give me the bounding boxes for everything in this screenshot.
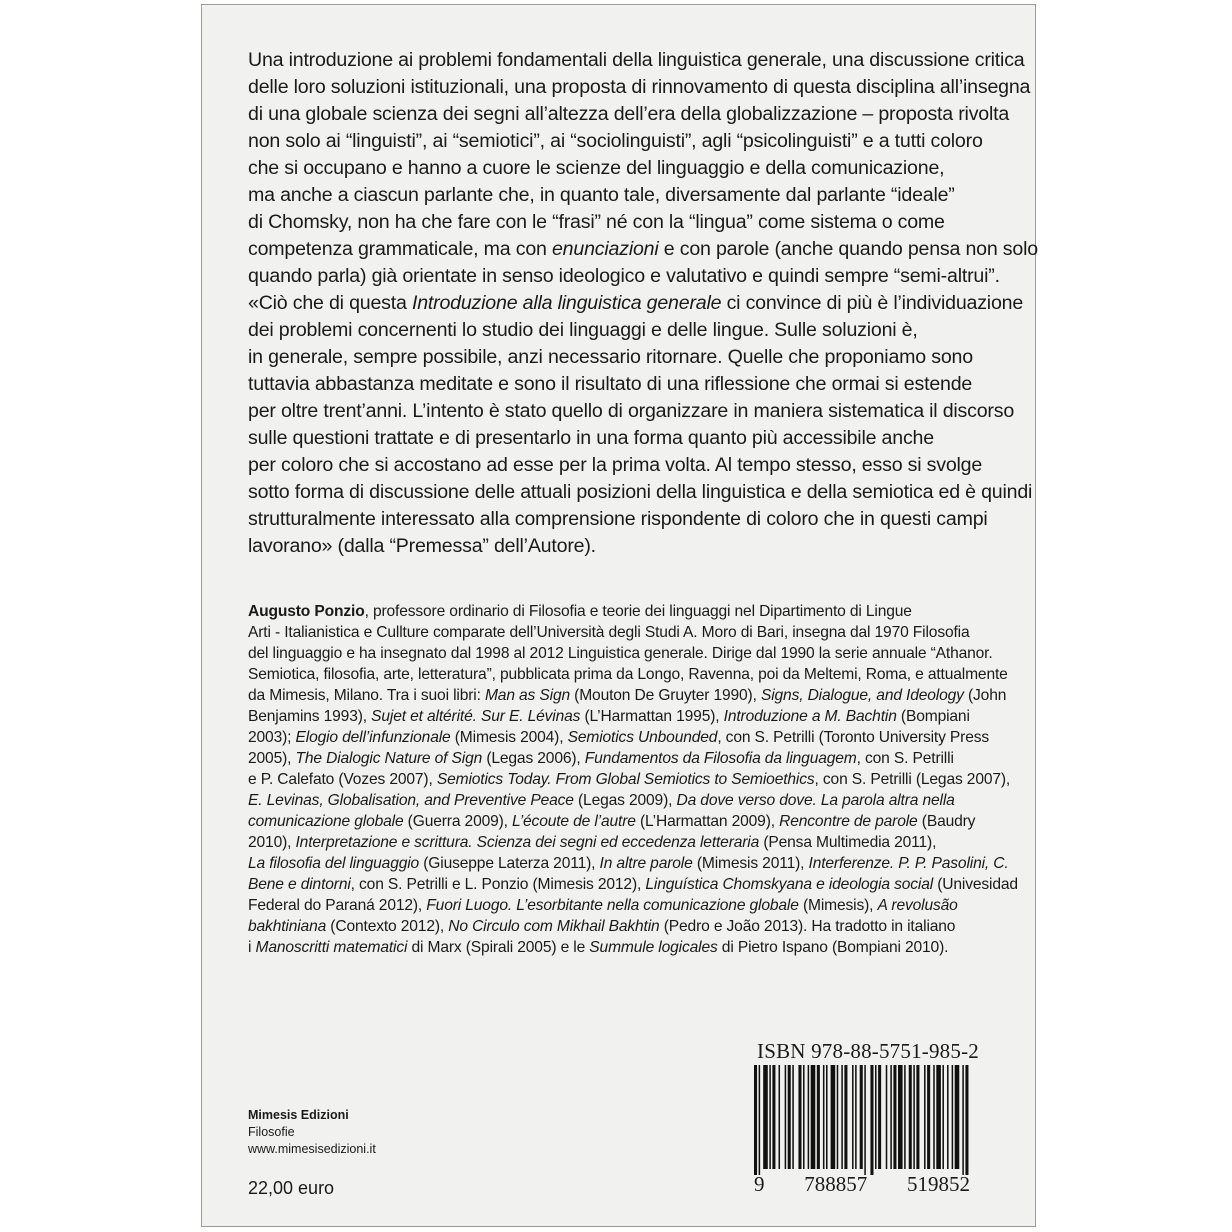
barcode-bar	[792, 1065, 794, 1169]
bio-line-segment: Semiotics Unbounded	[567, 729, 718, 746]
bio-line-segment: Semiotica, filosofia, arte, letteratura”, pubblicata prima da Longo, Ravenna, poi da Meltemi, Roma, e attualmente	[248, 666, 1008, 683]
bio-line	[248, 937, 1008, 958]
bio-line	[248, 832, 1008, 853]
bio-line-segment: (Mouton De Gruyter 1990),	[569, 687, 761, 704]
barcode-bar	[893, 1065, 896, 1169]
barcode-bar	[909, 1065, 912, 1169]
blurb-line-segment: per coloro che si accostano ad esse per la prima volta. Al tempo stesso, esso si svolge	[248, 454, 983, 476]
bio-line-segment: bakhtiniana	[248, 918, 327, 935]
barcode-bar	[965, 1065, 968, 1175]
blurb-line	[248, 155, 990, 182]
bio-line-segment: (Legas 2009),	[573, 792, 677, 809]
bio-line-segment: Da dove verso dove. La parola altra nella	[676, 792, 955, 809]
bio-line-segment: di Pietro Ispano (Bompiani 2010).	[717, 939, 949, 956]
blurb-line	[248, 263, 1000, 290]
barcode-bar	[837, 1065, 839, 1169]
bio-line-segment: Signs, Dialogue, and Ideology	[760, 687, 964, 704]
isbn-label: ISBN 978-88-5751-985-2	[757, 1039, 979, 1063]
blurb-line	[248, 425, 990, 452]
blurb-line-segment: lavorano» (dalla “Premessa” dell’Autore).	[248, 535, 596, 557]
barcode-bar	[763, 1065, 768, 1169]
bio-line-segment: The Dialogic Nature of Sign	[295, 750, 483, 767]
barcode-bar	[831, 1065, 836, 1169]
price-label: 22,00 euro	[248, 1178, 335, 1198]
barcode-bar	[841, 1065, 843, 1169]
barcode-bar	[811, 1065, 816, 1169]
bio-line	[248, 790, 1008, 811]
barcode-digit-right: 519852	[907, 1172, 970, 1196]
bio-line-segment: (Baudry	[917, 813, 976, 830]
blurb-line-segment: di una globale scienza dei segni all’altezza dell’era della globalizzazione – proposta rivolta	[248, 103, 1010, 125]
bio-line-segment: (L’Harmattan 1995),	[580, 708, 724, 725]
barcode-bar	[798, 1065, 801, 1169]
bio-line-segment: 2003);	[248, 729, 296, 746]
blurb-line-segment: per oltre trent’anni. L’intento è stato quello di organizzare in maniera sistematica il discorso	[248, 400, 1015, 422]
blurb-line	[248, 344, 990, 371]
blurb-line-segment: e con parole (anche quando pensa non solo	[658, 238, 1038, 260]
barcode-bar	[962, 1065, 964, 1175]
bio-line-segment: La filosofia del linguaggio	[248, 855, 420, 872]
barcode-bar	[860, 1065, 863, 1169]
blurb-line	[248, 398, 1015, 425]
bio-line-segment: Federal do Paraná 2012),	[248, 897, 427, 914]
publisher-info	[248, 1107, 376, 1158]
barcode-bar	[890, 1065, 892, 1169]
bio-line	[248, 916, 1008, 937]
blurb-line-segment: ci convince di più è l’individuazione	[721, 292, 1024, 314]
barcode-bar	[878, 1065, 881, 1169]
bio-line-segment: Man as Sign	[484, 687, 570, 704]
bio-line-segment: (Pensa Multimedia 2011),	[759, 834, 937, 851]
bio-line-segment: , con S. Petrilli (Toronto University Press	[717, 729, 990, 746]
barcode-bar	[844, 1065, 847, 1169]
blurb-line-segment: ma anche a ciascun parlante che, in quanto tale, diversamente dal parlante “ideale”	[248, 184, 955, 206]
bio-line-segment: (Legas 2006),	[482, 750, 585, 767]
blurb-text	[248, 47, 1038, 560]
bio-line-segment: Fuori Luogo. L’esorbitante nella comunicazione globale	[426, 897, 799, 914]
bio-line-segment: Augusto Ponzio	[248, 603, 365, 620]
barcode-bar	[904, 1065, 906, 1169]
barcode-bar	[942, 1065, 944, 1169]
barcode-bar	[759, 1065, 761, 1175]
barcode-bar	[823, 1065, 825, 1169]
barcode-bar	[852, 1065, 854, 1169]
barcode-bar	[769, 1065, 771, 1169]
barcode-bar	[875, 1065, 877, 1169]
bio-line-segment: (Pedro e João 2013). Ha tradotto in italiano	[659, 918, 956, 935]
bio-line-segment: Fundamentos da Filosofia da linguagem	[584, 750, 857, 767]
blurb-line-segment: Una introduzione ai problemi fondamentali della linguistica generale, una discussione critica	[248, 49, 1025, 71]
barcode-bar	[952, 1065, 954, 1169]
barcode	[754, 1065, 970, 1175]
barcode-bar	[913, 1065, 915, 1169]
barcode-bar	[855, 1065, 857, 1169]
bio-line-segment: del linguaggio e ha insegnato dal 1998 al 2012 Linguistica generale. Dirige dal 1990 la serie annuale “Athanor.	[248, 645, 993, 662]
blurb-line-segment: dei problemi concernenti lo studio dei linguaggi e delle lingue. Sulle soluzioni è,	[248, 319, 918, 341]
barcode-bar	[779, 1065, 781, 1169]
barcode-bar	[955, 1065, 960, 1169]
barcode-bar	[947, 1065, 949, 1169]
bio-line-segment: (Contexto 2012),	[326, 918, 449, 935]
bio-line	[248, 601, 1008, 622]
publisher-website: www.mimesisedizioni.it	[248, 1142, 376, 1156]
barcode-bar	[886, 1065, 888, 1169]
bio-line-segment: Introduzione a M. Bachtin	[723, 708, 897, 725]
barcode-bar	[898, 1065, 903, 1169]
bio-line-segment: No Circulo com Mikhail Bakhtin	[448, 918, 660, 935]
bio-line-segment: Arti - Italianistica e Cullture comparate dell’Università degli Studi A. Moro di Bari, insegna dal 1970 Filosofia	[248, 624, 970, 641]
blurb-line	[248, 317, 990, 344]
bio-line	[248, 748, 1008, 769]
barcode-bar	[788, 1065, 791, 1169]
blurb-line	[248, 479, 1033, 506]
blurb-line	[248, 74, 1031, 101]
bio-line-segment: (Bompiani	[896, 708, 970, 725]
bio-line	[248, 643, 1008, 664]
bio-line-segment: (Mimesis 2011),	[692, 855, 809, 872]
barcode-digit-prefix: 9	[754, 1172, 765, 1196]
bio-line-segment: (John	[963, 687, 1007, 704]
blurb-line	[248, 290, 1024, 317]
blurb-line	[248, 128, 990, 155]
blurb-line-segment: sulle questioni trattate e di presentarlo in una forma quanto più accessibile anche	[248, 427, 934, 449]
barcode-bar	[924, 1065, 926, 1169]
bio-line	[248, 706, 1008, 727]
bio-line-segment: Bene e dintorni	[248, 876, 351, 893]
barcode-bar	[754, 1065, 757, 1175]
barcode-digit-left: 788857	[804, 1172, 868, 1196]
bio-line	[248, 727, 1008, 748]
barcode-bar	[772, 1065, 775, 1169]
blurb-line-segment: enunciazioni	[551, 238, 659, 260]
barcode-bar	[808, 1065, 810, 1169]
bio-line-segment: i	[248, 939, 256, 956]
bio-line-segment: A revolusão	[877, 897, 958, 914]
blurb-line	[248, 209, 990, 236]
bio-line-segment: Linguística Chomskyana e ideologia social	[645, 876, 934, 893]
blurb-line-segment: sotto forma di discussione delle attuali posizioni della linguistica e della semiotica ed è quindi	[248, 481, 1033, 503]
barcode-bar	[936, 1065, 941, 1169]
blurb-line-segment: di Chomsky, non ha che fare con le “frasi” né con la “lingua” come sistema o come	[248, 211, 945, 233]
bio-line	[248, 874, 1018, 895]
bio-line-segment: Manoscritti matematici	[255, 939, 408, 956]
barcode-bar	[826, 1065, 828, 1169]
blurb-line	[248, 371, 990, 398]
blurb-line	[248, 236, 1038, 263]
bio-line	[248, 853, 1008, 874]
bio-line-segment: 2005),	[248, 750, 296, 767]
bio-line-segment: e P. Calefato (Vozes 2007),	[248, 771, 437, 788]
bio-line-segment: L’écoute de l’autre	[512, 813, 636, 830]
barcode-bar	[916, 1065, 919, 1169]
bio-line	[248, 622, 1008, 643]
bio-line-segment: comunicazione globale	[248, 813, 404, 830]
blurb-line-segment: strutturalmente interessato alla comprensione rispondente di coloro che in questi campi	[248, 508, 988, 530]
bio-line-segment: E. Levinas, Globalisation, and Preventive Peace	[248, 792, 574, 809]
bio-line-segment: , professore ordinario di Filosofia e teorie dei linguaggi nel Dipartimento di Lingue	[364, 603, 912, 620]
blurb-line-segment: competenza grammaticale, ma con	[248, 238, 552, 260]
blurb-line	[248, 506, 990, 533]
bio-line-segment: Summule logicales	[589, 939, 718, 956]
bio-line	[248, 811, 1008, 832]
blurb-line	[248, 182, 990, 209]
bio-line-segment: (Univesidad	[933, 876, 1018, 893]
bio-line-segment: Interferenze. P. P. Pasolini, C.	[808, 855, 1009, 872]
blurb-line-segment: tuttavia abbastanza meditate e sono il risultato di una riflessione che ormai si estende	[248, 373, 973, 395]
blurb-line-segment: che si occupano e hanno a cuore le scienze del linguaggio e della comunicazione,	[248, 157, 945, 179]
bio-line-segment: (Guerra 2009),	[403, 813, 513, 830]
bio-line-segment: Elogio dell’infunzionale	[295, 729, 451, 746]
barcode-bar	[864, 1065, 866, 1175]
bio-line	[248, 685, 1008, 706]
bio-line-segment: Interpretazione e scrittura. Scienza dei segni ed eccedenza letteraria	[295, 834, 760, 851]
blurb-line-segment: Introduzione alla linguistica generale	[411, 292, 722, 314]
blurb-line-segment: non solo ai “linguisti”, ai “semiotici”, ai “sociolinguisti”, agli “psicolinguisti” e a tutti coloro	[248, 130, 983, 152]
author-bio	[248, 601, 1018, 958]
blurb-line-segment: «Ciò che di questa	[248, 292, 412, 314]
blurb-line	[248, 452, 990, 479]
bio-line-segment: di Marx (Spirali 2005) e le	[407, 939, 590, 956]
blurb-line-segment: delle loro soluzioni istituzionali, una proposta di rinnovamento di questa disciplina all’insegna	[248, 76, 1031, 98]
barcode-digits	[754, 1172, 970, 1197]
series-name: Filosofie	[248, 1125, 295, 1139]
publisher-name: Mimesis Edizioni	[248, 1108, 349, 1122]
blurb-line-segment: in generale, sempre possibile, anzi necessario ritornare. Quelle che proponiamo sono	[248, 346, 973, 368]
bio-line-segment: (Mimesis 2004),	[450, 729, 568, 746]
barcode-bar	[933, 1065, 935, 1169]
bio-line-segment: Semiotics Today. From Global Semiotics to Semioethics	[436, 771, 815, 788]
barcode-bar	[817, 1065, 820, 1169]
bio-line-segment: (L’Harmattan 2009),	[635, 813, 780, 830]
bio-line	[248, 895, 1008, 916]
barcode-bar	[803, 1065, 805, 1169]
blurb-line	[248, 533, 990, 560]
bio-line-segment: 2010),	[248, 834, 296, 851]
bio-line-segment: , con S. Petrilli (Legas 2007),	[814, 771, 1011, 788]
blurb-line	[248, 47, 1025, 74]
barcode-bar	[785, 1065, 787, 1169]
barcode-bar	[870, 1065, 873, 1175]
bio-line-segment: In altre parole	[599, 855, 693, 872]
bio-line-segment: Sujet et altérité. Sur E. Lévinas	[371, 708, 581, 725]
blurb-line	[248, 101, 1010, 128]
bio-line	[248, 769, 1011, 790]
barcode-bar	[927, 1065, 930, 1169]
bio-line-segment: , con S. Petrilli	[856, 750, 954, 767]
back-cover	[201, 4, 1036, 1227]
bio-line-segment: da Mimesis, Milano. Tra i suoi libri:	[248, 687, 485, 704]
bio-line-segment: Rencontre de parole	[779, 813, 918, 830]
bio-line-segment: Benjamins 1993),	[248, 708, 372, 725]
bio-line-segment: , con S. Petrilli e L. Ponzio (Mimesis 2012),	[350, 876, 646, 893]
blurb-line-segment: quando parla) già orientate in senso ideologico e valutativo e quindi sempre “semi-altrui”.	[248, 265, 1000, 287]
bio-line-segment: (Mimesis),	[798, 897, 878, 914]
bio-line-segment: (Giuseppe Laterza 2011),	[419, 855, 600, 872]
bio-line	[248, 664, 1008, 685]
